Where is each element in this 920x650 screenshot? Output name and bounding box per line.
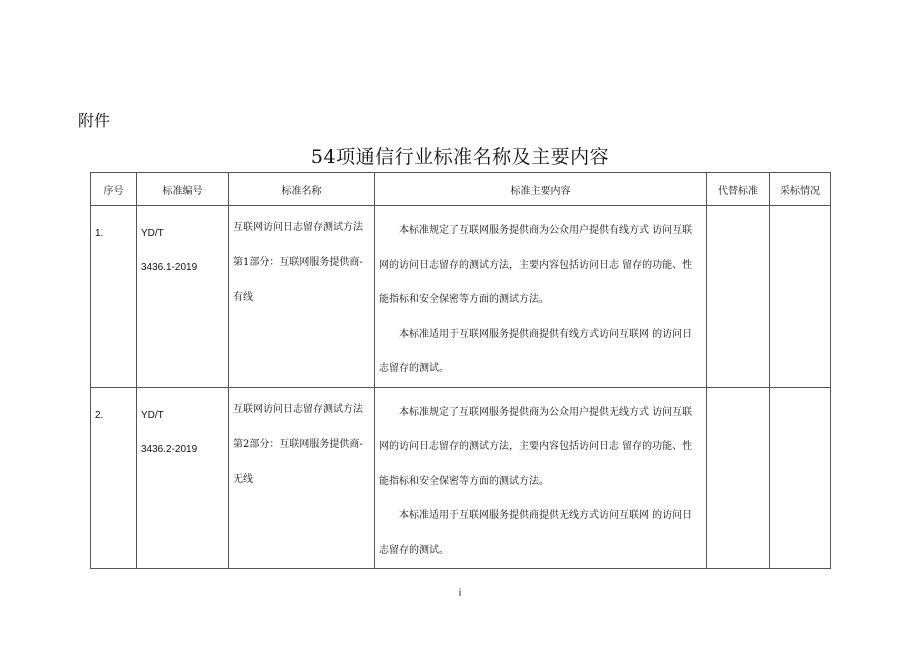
standard-name-text: 互联网访问日志留存测试方法第2部分：互联网服务提供商-无线 (233, 403, 363, 485)
table-header-row (91, 173, 831, 206)
cell-standard-code (137, 206, 229, 388)
standard-name-text: 互联网访问日志留存测试方法第1部分：互联网服务提供商-有线 (233, 222, 363, 303)
header-adoption-status: 采标情况 (770, 173, 831, 206)
cell-standard-name (229, 206, 375, 388)
cell-adoption-status (770, 387, 831, 569)
page-number: i (458, 588, 462, 599)
cell-main-content (375, 387, 707, 569)
header-standard-code: 标准编号 (137, 173, 229, 206)
standard-code-prefix: YD/T (141, 228, 164, 239)
header-serial-no: 序号 (91, 173, 137, 206)
content-paragraph: 本标准规定了互联网服务提供商为公众用户提供有线方式 访问互联网的访问日志留存的测试方法，主要内容包括访问日志 留存的功能、性能指标和安全保密等方面的测试方法。 (379, 225, 693, 305)
standard-code-number: 3436.2-2019 (141, 443, 198, 455)
table-row (91, 387, 831, 569)
standard-code-number: 3436.1-2019 (141, 262, 198, 273)
serial-no-text: 2. (95, 409, 104, 421)
cell-standard-name (229, 387, 375, 569)
standards-table (90, 172, 831, 569)
content-paragraph: 本标准适用于互联网服务提供商提供有线方式访问互联网 的访问日志留存的测试。 (379, 328, 693, 374)
cell-serial-no (91, 387, 137, 569)
header-standard-name: 标准名称 (229, 173, 375, 206)
cell-serial-no (91, 206, 137, 388)
cell-standard-code (137, 387, 229, 569)
cell-replaced-standard (707, 387, 770, 569)
header-main-content: 标准主要内容 (375, 173, 707, 206)
document-title: 54项通信行业标准名称及主要内容 (310, 146, 610, 168)
attachment-label: 附件 (78, 111, 111, 130)
content-paragraph: 本标准适用于互联网服务提供商提供无线方式访问互联网 的访问日志留存的测试。 (379, 510, 693, 556)
content-paragraph: 本标准规定了互联网服务提供商为公众用户提供无线方式 访问互联网的访问日志留存的测试方法，主要内容包括访问日志 留存的功能、性能指标和安全保密等方面的测试方法。 (379, 406, 693, 487)
serial-no-text: 1. (95, 228, 104, 239)
header-replaced-standard: 代替标准 (707, 173, 770, 206)
standard-code-prefix: YD/T (141, 409, 164, 421)
table-row (91, 206, 831, 388)
cell-adoption-status (770, 206, 831, 388)
cell-main-content (375, 206, 707, 388)
cell-replaced-standard (707, 206, 770, 388)
